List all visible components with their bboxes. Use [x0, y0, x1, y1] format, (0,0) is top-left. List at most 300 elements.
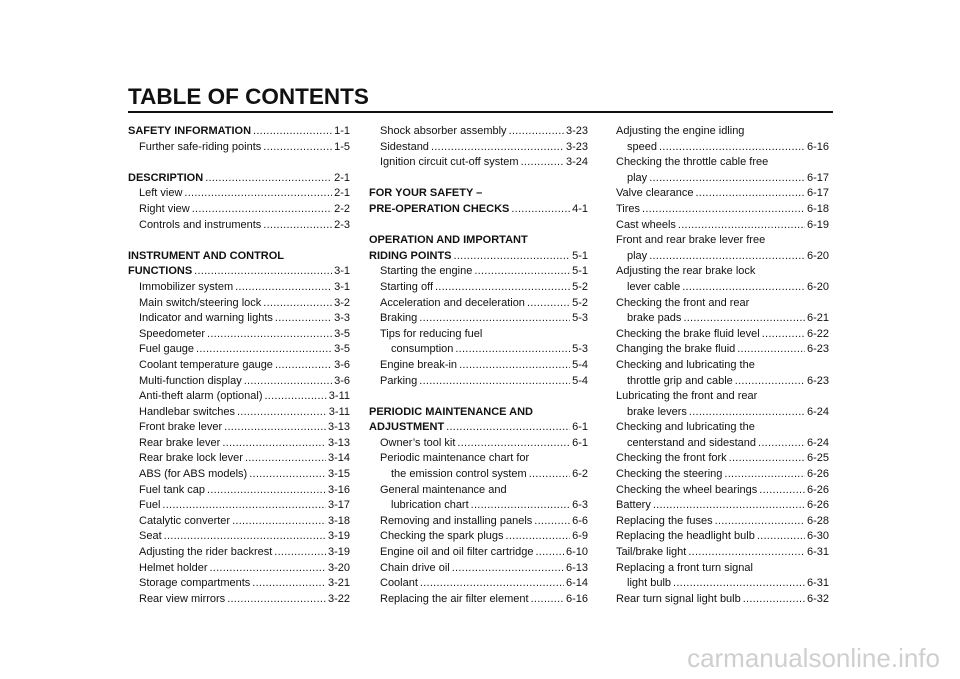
toc-entry-label: Fuel — [139, 499, 161, 512]
toc-page-number: 3-6 — [334, 374, 350, 387]
toc-entry-label: Seat — [139, 530, 162, 543]
dot-leader — [263, 296, 332, 312]
dot-leader — [729, 451, 805, 467]
page-title: TABLE OF CONTENTS — [128, 84, 369, 109]
toc-entry-label: lever cable — [627, 280, 681, 293]
toc-page-number: 6-16 — [806, 140, 829, 153]
toc-page-number: 6-9 — [572, 530, 588, 543]
toc-entry[interactable] — [616, 545, 829, 561]
toc-entry[interactable] — [616, 529, 829, 545]
toc-entry-label: Right view — [139, 202, 190, 215]
toc-entry[interactable] — [616, 483, 829, 499]
toc-entry[interactable] — [369, 561, 588, 577]
toc-entry[interactable] — [128, 420, 350, 436]
dot-leader — [419, 374, 570, 390]
toc-entry[interactable] — [369, 296, 588, 312]
toc-entry-continued: Checking and lubricating the — [616, 358, 755, 371]
toc-page-number: 6-17 — [806, 171, 829, 184]
toc-entry[interactable] — [369, 140, 588, 156]
toc-section-entry[interactable] — [128, 264, 350, 280]
dot-leader — [695, 186, 805, 202]
toc-page-number: 2-3 — [334, 218, 350, 231]
toc-entry-label: Owner’s tool kit — [380, 436, 456, 449]
toc-entry-label: Adjusting the rider backrest — [139, 546, 273, 559]
toc-page-number: 3-11 — [328, 405, 350, 418]
dot-leader — [673, 576, 805, 592]
toc-page-number: 3-16 — [327, 483, 350, 496]
toc-page-number: 6-30 — [806, 530, 829, 543]
toc-entry-label: Tail/brake light — [616, 546, 687, 559]
toc-entry-label: SAFETY INFORMATION — [128, 125, 252, 137]
toc-page-number: 6-23 — [806, 374, 829, 387]
dot-leader — [678, 218, 805, 234]
toc-entry[interactable] — [369, 529, 588, 545]
toc-section-heading: FOR YOUR SAFETY – — [369, 187, 483, 200]
toc-page-number: 6-26 — [806, 468, 829, 481]
toc-entry[interactable] — [616, 171, 829, 187]
toc-entry-label: Ignition circuit cut-off system — [380, 156, 519, 169]
dot-leader — [244, 374, 332, 390]
toc-page-number: 3-5 — [334, 327, 350, 340]
toc-column-3 — [616, 124, 829, 607]
toc-page-number: 2-1 — [334, 187, 350, 200]
dot-leader — [232, 514, 326, 530]
dot-leader — [454, 249, 571, 265]
toc-entry-label: Chain drive oil — [380, 561, 450, 574]
dot-leader — [274, 545, 326, 561]
toc-entry[interactable] — [128, 529, 350, 545]
toc-gap — [369, 171, 588, 187]
toc-page-number: 6-19 — [806, 218, 829, 231]
toc-entry[interactable] — [616, 140, 829, 156]
dot-leader — [471, 498, 570, 514]
toc-page-number: 3-11 — [328, 390, 350, 403]
toc-page-number: 5-4 — [572, 358, 588, 371]
toc-gap — [128, 233, 350, 249]
toc-section-entry[interactable] — [128, 124, 350, 140]
toc-entry-label: Engine break-in — [380, 358, 458, 371]
toc-entry-label: Shock absorber assembly — [380, 125, 507, 137]
toc-entry-label: the emission control system — [391, 468, 527, 481]
toc-entry-label: Starting the engine — [380, 265, 473, 278]
toc-page-number: 3-23 — [565, 125, 588, 137]
toc-entry[interactable] — [616, 405, 829, 421]
dot-leader — [275, 358, 332, 374]
toc-entry-label: Coolant temperature gauge — [139, 358, 273, 371]
toc-page-number: 4-1 — [572, 202, 588, 215]
toc-page-number: 6-32 — [806, 592, 829, 605]
toc-entry[interactable] — [128, 498, 350, 514]
toc-entry[interactable] — [128, 561, 350, 577]
toc-entry[interactable] — [616, 592, 829, 608]
dot-leader — [509, 124, 564, 140]
dot-leader — [164, 529, 326, 545]
toc-section-heading: INSTRUMENT AND CONTROL — [128, 249, 285, 262]
toc-page-number: 5-2 — [572, 280, 588, 293]
toc-page-number: 5-1 — [572, 249, 588, 262]
toc-entry[interactable] — [128, 358, 350, 374]
toc-page-number: 6-3 — [572, 499, 588, 512]
dot-leader — [446, 420, 570, 436]
toc-entry[interactable] — [128, 202, 350, 218]
toc-entry[interactable] — [128, 514, 350, 530]
dot-leader — [653, 498, 805, 514]
toc-section-heading: OPERATION AND IMPORTANT — [369, 234, 528, 247]
dot-leader — [757, 529, 805, 545]
toc-entry-label: Replacing the air filter element — [380, 592, 529, 605]
toc-entry-label: light bulb — [627, 577, 672, 590]
toc-entry-label: Fuel gauge — [139, 343, 195, 356]
toc-entry[interactable] — [128, 327, 350, 343]
toc-page-number: 3-6 — [334, 358, 350, 371]
dot-leader — [162, 498, 326, 514]
toc-entry[interactable] — [616, 374, 829, 390]
toc-page-number: 6-1 — [572, 421, 588, 434]
toc-section-heading: PERIODIC MAINTENANCE AND — [369, 405, 533, 418]
toc-gap — [128, 155, 350, 171]
dot-leader — [192, 202, 332, 218]
toc-section-entry[interactable] — [128, 171, 350, 187]
toc-entry[interactable] — [616, 467, 829, 483]
toc-page-number: 6-6 — [572, 514, 588, 527]
toc-entry[interactable] — [616, 436, 829, 452]
dot-leader — [506, 529, 571, 545]
toc-entry[interactable] — [369, 592, 588, 608]
toc-entry-label: Coolant — [380, 577, 418, 590]
toc-entry-label: Handlebar switches — [139, 405, 235, 418]
dot-leader — [511, 202, 570, 218]
dot-leader — [263, 140, 332, 156]
toc-page-number: 6-21 — [806, 312, 829, 325]
toc-entry-label: Engine oil and oil filter cartridge — [380, 546, 534, 559]
toc-page-number: 3-1 — [334, 280, 350, 293]
toc-entry-label: Main switch/steering lock — [139, 296, 262, 309]
dot-leader — [759, 483, 805, 499]
toc-entry[interactable] — [369, 358, 588, 374]
toc-entry-continued: Checking the front and rear — [616, 296, 750, 309]
dot-leader — [649, 171, 805, 187]
toc-entry-label: Acceleration and deceleration — [380, 296, 525, 309]
toc-entry[interactable] — [128, 467, 350, 483]
dot-leader — [531, 592, 564, 608]
toc-page-number: 5-3 — [572, 312, 588, 325]
toc-entry[interactable] — [128, 576, 350, 592]
dot-leader — [207, 327, 332, 343]
toc-entry[interactable] — [369, 498, 588, 514]
toc-entry-label: brake pads — [627, 312, 682, 325]
toc-entry[interactable] — [616, 202, 829, 218]
toc-page-number: 6-31 — [806, 546, 829, 559]
toc-page-number: 6-25 — [806, 452, 829, 465]
toc-entry-label: speed — [627, 140, 657, 153]
toc-page-number: 3-3 — [334, 312, 350, 325]
toc-entry-label: Cast wheels — [616, 218, 676, 231]
dot-leader — [227, 592, 326, 608]
dot-leader — [249, 467, 326, 483]
dot-leader — [222, 436, 326, 452]
toc-entry-label: Checking the front fork — [616, 452, 727, 465]
toc-page-number: 5-3 — [572, 343, 588, 356]
toc-page-number: 6-31 — [806, 577, 829, 590]
toc-entry[interactable] — [369, 514, 588, 530]
toc-entry-label: Removing and installing panels — [380, 514, 533, 527]
toc-entry[interactable] — [369, 311, 588, 327]
toc-gap — [369, 218, 588, 234]
toc-entry-label: Replacing the fuses — [616, 514, 713, 527]
toc-entry[interactable] — [369, 576, 588, 592]
toc-entry-label: Catalytic converter — [139, 514, 231, 527]
toc-entry[interactable] — [369, 467, 588, 483]
dot-leader — [724, 467, 805, 483]
toc-entry-continued: Periodic maintenance chart for — [380, 452, 530, 465]
toc-entry[interactable] — [128, 483, 350, 499]
toc-page-number: 3-23 — [565, 140, 588, 153]
toc-page-number: 3-17 — [327, 499, 350, 512]
toc-page-number: 3-20 — [327, 561, 350, 574]
dot-leader — [253, 124, 332, 140]
toc-entry-label: Left view — [139, 187, 183, 200]
toc-page-number: 6-23 — [806, 343, 829, 356]
toc-page-number: 5-4 — [572, 374, 588, 387]
toc-entry[interactable] — [369, 264, 588, 280]
toc-entry[interactable] — [128, 545, 350, 561]
toc-page-number: 2-1 — [334, 171, 350, 184]
toc-page-number: 3-22 — [327, 592, 350, 605]
toc-entry[interactable] — [128, 451, 350, 467]
toc-entry-continued: Front and rear brake lever free — [616, 234, 766, 247]
dot-leader — [474, 264, 570, 280]
toc-entry-continued: Adjusting the rear brake lock — [616, 265, 756, 278]
toc-entry[interactable] — [128, 436, 350, 452]
dot-leader — [420, 576, 564, 592]
toc-entry[interactable] — [128, 296, 350, 312]
toc-entry[interactable] — [369, 280, 588, 296]
dot-leader — [435, 280, 570, 296]
toc-entry[interactable] — [369, 374, 588, 390]
toc-entry-label: Sidestand — [380, 140, 429, 153]
dot-leader — [642, 202, 805, 218]
toc-entry-label: Controls and instruments — [139, 218, 262, 231]
toc-entry-label: FUNCTIONS — [128, 265, 193, 278]
toc-entry-label: Changing the brake fluid — [616, 343, 736, 356]
dot-leader — [184, 186, 332, 202]
dot-leader — [452, 561, 564, 577]
dot-leader — [659, 140, 805, 156]
toc-page-number: 3-2 — [334, 296, 350, 309]
toc-entry-label: Braking — [380, 312, 418, 325]
toc-entry-continued: Checking and lubricating the — [616, 421, 755, 434]
dot-leader — [688, 545, 805, 561]
dot-leader — [245, 451, 326, 467]
toc-page-number: 6-13 — [565, 561, 588, 574]
toc-entry-continued: Checking the throttle cable free — [616, 156, 769, 169]
dot-leader — [529, 467, 570, 483]
watermark-text: carmanualsonline.info — [687, 643, 940, 673]
toc-entry[interactable] — [128, 592, 350, 608]
toc-entry-continued: Tips for reducing fuel — [380, 327, 483, 340]
toc-entry[interactable] — [128, 280, 350, 296]
toc-section-entry[interactable] — [369, 420, 588, 436]
toc-page-number: 6-2 — [572, 468, 588, 481]
toc-entry[interactable] — [128, 218, 350, 234]
dot-leader — [459, 358, 570, 374]
toc-entry-label: Battery — [616, 499, 651, 512]
toc-entry-label: Parking — [380, 374, 418, 387]
dot-leader — [683, 311, 805, 327]
dot-leader — [419, 311, 570, 327]
toc-entry-label: PRE-OPERATION CHECKS — [369, 202, 510, 215]
toc-section-entry[interactable] — [369, 202, 588, 218]
toc-page-number: 6-1 — [572, 436, 588, 449]
toc-page-number: 6-26 — [806, 499, 829, 512]
toc-entry[interactable] — [128, 342, 350, 358]
toc-page-number: 6-16 — [565, 592, 588, 605]
toc-page-number: 3-13 — [327, 421, 350, 434]
toc-entry-label: ABS (for ABS models) — [139, 468, 248, 481]
toc-entry-label: Rear brake lever — [139, 436, 221, 449]
toc-page-number: 3-19 — [327, 546, 350, 559]
toc-entry-continued: General maintenance and — [380, 483, 507, 496]
toc-page-number: 6-24 — [806, 436, 829, 449]
toc-entry-label: consumption — [391, 343, 454, 356]
dot-leader — [235, 280, 332, 296]
toc-entry[interactable] — [369, 124, 588, 140]
toc-entry-label: RIDING POINTS — [369, 249, 452, 262]
toc-entry-label: play — [627, 249, 648, 262]
toc-entry-label: ADJUSTMENT — [369, 421, 445, 434]
dot-leader — [455, 342, 570, 358]
toc-entry[interactable] — [128, 140, 350, 156]
toc-entry-label: Replacing the headlight bulb — [616, 530, 755, 543]
toc-page-number: 6-10 — [565, 546, 588, 559]
toc-page-number: 6-20 — [806, 249, 829, 262]
toc-entry-label: Checking the wheel bearings — [616, 483, 758, 496]
toc-entry[interactable] — [616, 280, 829, 296]
dot-leader — [743, 592, 805, 608]
dot-leader — [682, 280, 805, 296]
dot-leader — [535, 545, 563, 561]
toc-entry-label: Checking the spark plugs — [380, 530, 504, 543]
toc-entry[interactable] — [369, 342, 588, 358]
toc-entry[interactable] — [616, 311, 829, 327]
dot-leader — [737, 342, 805, 358]
dot-leader — [252, 576, 326, 592]
toc-entry[interactable] — [369, 155, 588, 171]
dot-leader — [649, 249, 805, 265]
toc-column-2 — [369, 124, 588, 607]
toc-page-number: 3-18 — [327, 514, 350, 527]
toc-page-number: 6-28 — [806, 514, 829, 527]
toc-entry-label: Storage compartments — [139, 577, 251, 590]
toc-page-number: 3-14 — [327, 452, 350, 465]
toc-entry-label: Starting off — [380, 280, 433, 293]
toc-entry[interactable] — [616, 218, 829, 234]
toc-entry-label: Helmet holder — [139, 561, 208, 574]
toc-page-number: 3-24 — [565, 156, 588, 169]
toc-page-number: 1-5 — [334, 140, 350, 153]
toc-entry-label: brake levers — [627, 405, 687, 418]
toc-page-number: 3-19 — [327, 530, 350, 543]
toc-entry-label: Anti-theft alarm (optional) — [139, 390, 263, 403]
dot-leader — [715, 514, 805, 530]
toc-entry[interactable] — [128, 186, 350, 202]
toc-entry-label: Indicator and warning lights — [139, 312, 273, 325]
toc-page-number: 3-15 — [327, 468, 350, 481]
toc-entry[interactable] — [128, 374, 350, 390]
dot-leader — [196, 342, 332, 358]
dot-leader — [762, 327, 805, 343]
toc-entry-continued: Replacing a front turn signal — [616, 561, 753, 574]
toc-entry[interactable] — [616, 451, 829, 467]
toc-entry-label: Rear brake lock lever — [139, 452, 243, 465]
toc-page-number: 6-26 — [806, 483, 829, 496]
dot-leader — [689, 405, 805, 421]
toc-entry[interactable] — [616, 514, 829, 530]
toc-entry[interactable] — [616, 186, 829, 202]
toc-entry-label: Rear view mirrors — [139, 592, 226, 605]
toc-page-number: 6-20 — [806, 280, 829, 293]
toc-page-number: 5-1 — [572, 265, 588, 278]
toc-entry[interactable] — [369, 436, 588, 452]
toc-page-number: 6-18 — [806, 202, 829, 215]
toc-entry-label: Further safe-riding points — [139, 140, 262, 153]
toc-page-number: 3-1 — [334, 265, 350, 278]
toc-entry[interactable] — [128, 389, 350, 405]
dot-leader — [735, 374, 805, 390]
toc-entry[interactable] — [616, 498, 829, 514]
toc-column-1 — [128, 124, 350, 607]
toc-gap — [369, 389, 588, 405]
toc-page-number: 6-22 — [806, 327, 829, 340]
toc-entry[interactable] — [616, 576, 829, 592]
toc-entry-label: Speedometer — [139, 327, 206, 340]
toc-entry-label: throttle grip and cable — [627, 374, 733, 387]
toc-entry[interactable] — [128, 311, 350, 327]
toc-page-number: 1-1 — [334, 125, 350, 137]
dot-leader — [758, 436, 805, 452]
toc-entry[interactable] — [616, 342, 829, 358]
toc-entry-continued: Adjusting the engine idling — [616, 125, 745, 137]
dot-leader — [205, 171, 332, 187]
toc-page-number: 6-14 — [565, 577, 588, 590]
toc-page-number: 6-17 — [806, 187, 829, 200]
toc-entry[interactable] — [369, 545, 588, 561]
toc-section-entry[interactable] — [369, 249, 588, 265]
dot-leader — [521, 155, 564, 171]
dot-leader — [237, 405, 327, 421]
toc-page-number: 5-2 — [572, 296, 588, 309]
dot-leader — [207, 483, 326, 499]
toc-entry-continued: Lubricating the front and rear — [616, 390, 758, 403]
dot-leader — [275, 311, 332, 327]
title-underline — [128, 111, 833, 113]
toc-entry-label: centerstand and sidestand — [627, 436, 757, 449]
toc-entry-label: Multi-function display — [139, 374, 242, 387]
dot-leader — [263, 218, 332, 234]
toc-entry[interactable] — [128, 405, 350, 421]
toc-page-number: 3-13 — [327, 436, 350, 449]
dot-leader — [431, 140, 564, 156]
toc-entry-label: Rear turn signal light bulb — [616, 592, 741, 605]
toc-entry-label: Immobilizer system — [139, 280, 234, 293]
toc-entry[interactable] — [616, 249, 829, 265]
toc-page-number: 3-5 — [334, 343, 350, 356]
toc-entry[interactable] — [616, 327, 829, 343]
toc-entry-label: DESCRIPTION — [128, 171, 204, 184]
dot-leader — [194, 264, 332, 280]
toc-page-number: 2-2 — [334, 202, 350, 215]
dot-leader — [209, 561, 325, 577]
